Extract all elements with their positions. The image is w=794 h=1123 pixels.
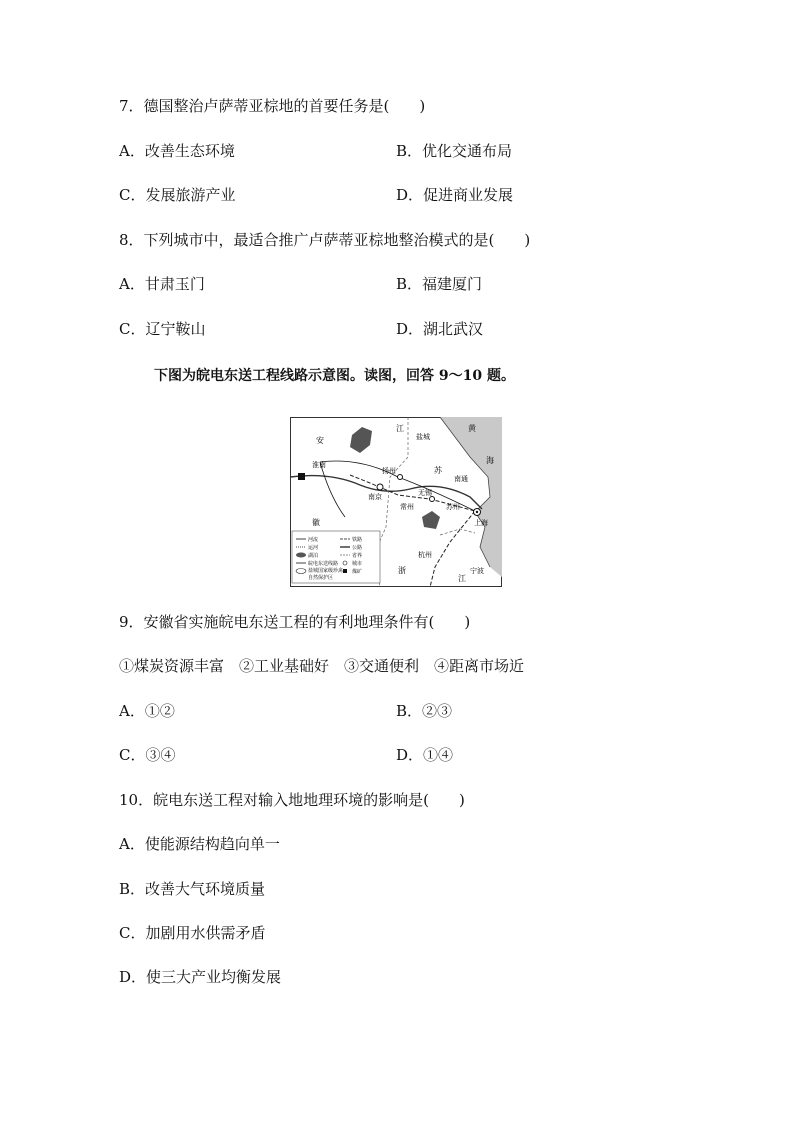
label-jiang2: 江 xyxy=(458,574,466,583)
q8-stem: 8．下列城市中，最适合推广卢萨蒂亚棕地整治模式的是( ) xyxy=(119,231,531,249)
label-yangzhou: 扬州 xyxy=(382,467,396,475)
q8-option-d: D．湖北武汉 xyxy=(396,320,484,338)
legend-lake: 湖泊 xyxy=(308,553,319,559)
label-ningbo: 宁波 xyxy=(470,567,484,575)
power-transmission-map xyxy=(290,417,502,587)
legend-mine: 煤矿 xyxy=(352,569,363,575)
label-huainan: 淮南 xyxy=(312,461,326,469)
legend-city: 城市 xyxy=(352,561,363,567)
legend-road: 公路 xyxy=(352,545,363,551)
label-an: 安 xyxy=(316,436,324,445)
label-huang: 黄 xyxy=(468,424,476,433)
legend-boundary: 省界 xyxy=(352,553,363,559)
q8-option-b: B．福建厦门 xyxy=(396,275,483,293)
label-hui: 徽 xyxy=(312,518,320,527)
label-nantong: 南通 xyxy=(454,475,468,483)
label-jiang: 江 xyxy=(396,424,404,433)
label-nanjing: 南京 xyxy=(368,493,382,501)
coal-mine-marker xyxy=(298,473,305,480)
q10-option-c: C．加剧用水供需矛盾 xyxy=(119,924,266,942)
q10-option-b: B．改善大气环境质量 xyxy=(119,880,266,898)
q7-stem: 7．德国整治卢萨蒂亚棕地的首要任务是( ) xyxy=(119,97,426,115)
legend-river: 河流 xyxy=(308,537,319,543)
q8-option-c: C．辽宁鞍山 xyxy=(119,320,206,338)
q9-option-a: A．①② xyxy=(119,702,175,720)
map-legend xyxy=(292,531,380,583)
label-yancheng: 盐城 xyxy=(416,433,430,441)
q9-option-d: D．①④ xyxy=(396,746,454,764)
label-suzhou: 苏州 xyxy=(446,503,460,511)
city-marker-yangzhou xyxy=(398,475,403,480)
q9-conditions: ①煤炭资源丰富 ②工业基础好 ③交通便利 ④距离市场近 xyxy=(119,657,525,675)
city-marker-wuxi xyxy=(430,497,435,502)
q9-option-b: B．②③ xyxy=(396,702,453,720)
q10-option-a: A．使能源结构趋向单一 xyxy=(119,835,280,853)
q7-option-b: B．优化交通布局 xyxy=(396,142,513,160)
city-marker-shanghai-inner xyxy=(476,511,478,513)
label-shanghai: 上海 xyxy=(474,519,488,527)
label-su: 苏 xyxy=(434,466,442,475)
label-wuxi: 无锡 xyxy=(418,489,432,497)
q7-option-d: D．促进商业发展 xyxy=(396,186,514,204)
q7-option-a: A．改善生态环境 xyxy=(119,142,235,160)
legend-line: 皖电东送线路 xyxy=(308,561,339,567)
q10-option-d: D．使三大产业均衡发展 xyxy=(119,968,282,986)
q9-option-c: C．③④ xyxy=(119,746,176,764)
q9-stem: 9．安徽省实施皖电东送工程的有利地理条件有( ) xyxy=(119,613,471,631)
label-hai: 海 xyxy=(486,456,494,465)
legend-reserve-2: 自然保护区 xyxy=(308,575,334,581)
map-intro: 下图为皖电东送工程线路示意图。读图，回答 9～10 题。 xyxy=(154,368,515,384)
label-zhe: 浙 xyxy=(398,566,406,575)
city-marker-nanjing xyxy=(377,484,383,490)
q10-stem: 10．皖电东送工程对输入地地理环境的影响是( ) xyxy=(119,791,465,809)
label-changzhou: 常州 xyxy=(400,503,414,511)
legend-canal: 运河 xyxy=(308,545,319,551)
legend-reserve-1: 盐城国家级珍禽 xyxy=(308,568,344,574)
q8-option-a: A．甘肃玉门 xyxy=(119,275,205,293)
legend-railway: 铁路 xyxy=(352,537,363,543)
q7-option-c: C．发展旅游产业 xyxy=(119,186,236,204)
label-hangzhou: 杭州 xyxy=(418,551,432,559)
